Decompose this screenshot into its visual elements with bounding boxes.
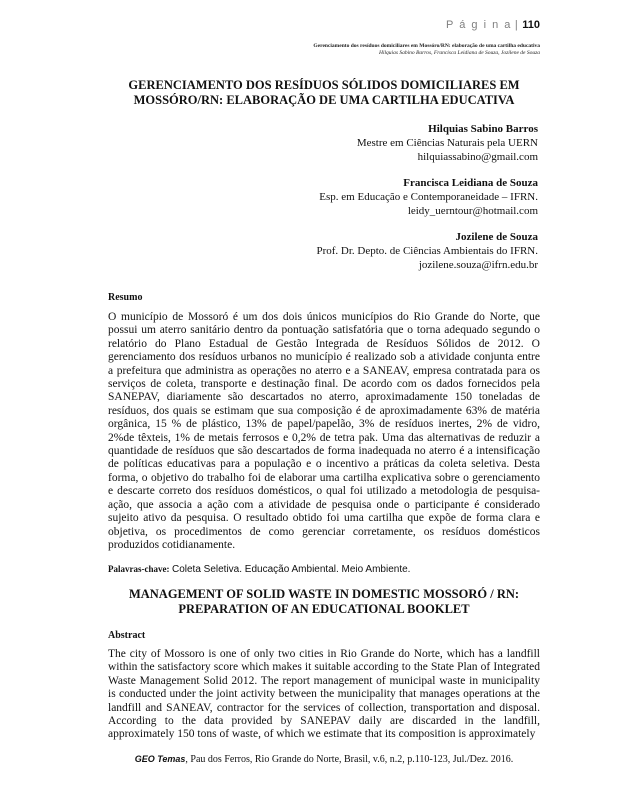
author-name: Hilquias Sabino Barros <box>428 123 538 135</box>
author-email: jozilene.souza@ifrn.edu.br <box>418 259 538 271</box>
author-email: hilquiassabino@gmail.com <box>417 151 538 163</box>
running-head <box>70 43 540 57</box>
keywords <box>108 564 410 575</box>
keywords-label: Palavras-chave: <box>108 564 170 574</box>
page-number-header <box>446 19 540 31</box>
author-affiliation: Prof. Dr. Depto. de Ciências Ambientais do IFRN. <box>316 245 538 257</box>
author-email: leidy_uerntour@hotmail.com <box>407 205 538 217</box>
author-block <box>178 176 538 218</box>
resumo-heading: Resumo <box>108 292 143 303</box>
author-block <box>178 230 538 272</box>
author-name: Jozilene de Souza <box>455 231 538 243</box>
author-block <box>178 122 538 164</box>
english-title-line-1: MANAGEMENT OF SOLID WASTE IN DOMESTIC MOSSORÓ / RN: <box>128 587 520 601</box>
page-number: 110 <box>522 19 540 31</box>
author-list <box>178 122 538 284</box>
running-head-authors: Hilquias Sabino Barros, Francisca Leidiana de Souza, Jozilene de Souza <box>379 50 540 56</box>
citation-text: , Pau dos Ferros, Rio Grande do Norte, Brasil, v.6, n.2, p.110-123, Jul./Dez. 2016. <box>185 754 514 765</box>
footer-citation <box>108 754 540 765</box>
author-affiliation: Mestre em Ciências Naturais pela UERN <box>356 137 538 149</box>
abstract-text: The city of Mossoro is one of only two cities in Rio Grande do Norte, which has a landfill within the satisfactory score which makes it suitable according to the State Plan of Integrated Waste Management Solid 2012. The report management of municipal waste in municipality is conducted under the joint activity between the municipality that manages operations at the landfill and SANEAV, contractor for the services of collection, transportation and disposal. According to the data provided by SANEPAV daily are discarded in the landfill, approximately 150 tons of waste, of which we estimate that its composition is approximately <box>108 648 540 741</box>
abstract-heading: Abstract <box>108 630 146 641</box>
journal-logo: GEO Temas <box>134 754 186 764</box>
paper-title <box>108 78 540 108</box>
page-separator: | <box>514 19 520 31</box>
author-name: Francisca Leidiana de Souza <box>403 177 538 189</box>
author-affiliation: Esp. em Educação e Contemporaneidade – IFRN. <box>319 191 538 203</box>
english-title-line-2: PREPARATION OF AN EDUCATIONAL BOOKLET <box>178 602 470 616</box>
page-label: P á g i n a <box>446 19 512 31</box>
running-head-title: Gerenciamento dos resíduos domiciliares em Mossóro/RN: elaboração de uma cartilha educativa <box>313 43 540 49</box>
paper-title-line-1: GERENCIAMENTO DOS RESÍDUOS SÓLIDOS DOMICILIARES EM <box>128 78 520 92</box>
keywords-value: Coleta Seletiva. Educação Ambiental. Meio Ambiente. <box>171 564 411 575</box>
resumo-text: O município de Mossoró é um dos dois únicos municípios do Rio Grande do Norte, que possui um aterro sanitário dentro da pontuação satisfatória que o torna adequado segundo o relatório do Plano Estadual de Gestão Integrada de Resíduos Sólidos de 2012. O gerenciamento dos resíduos urbanos no município é realizado sob a atividade conjunta entre a prefeitura que administra as operações no aterro e a SANEAV, empresa contratada para os serviços de coleta, transporte e destinação final. De acordo com os dados fornecidos pela SANEPAV, diariamente são descartados no aterro, aproximadamente 150 toneladas de resíduos, dos quais se estimam que sua composição é de aproximadamente 63% de matéria orgânica, 15 % de plástico, 13% de papel/papelão, 3% de resíduos inertes, 2% de vidro, 2%de têxteis, 1% de metais ferrosos e 0,2% de tetra pak. Uma das alternativas de reduzir a quantidade de resíduos que são descartados de forma inadequada no aterro é a intensificação de políticas educativas para a população e o incentivo a práticas da coleta seletiva. Desta forma, o objetivo do trabalho foi de elaborar uma cartilha explicativa sobre o gerenciamento e descarte correto dos resíduos domésticos, o qual foi utilizado a metodologia de pesquisa-ação, que associa a ação com a atividade de pesquisa onde o participante é considerado sujeito ativo da pesquisa. O resultado obtido foi uma cartilha que expõe de forma clara e objetiva, os procedimentos de como gerenciar corretamente, os resíduos domésticos produzidos cotidianamente. <box>108 311 540 551</box>
paper-title-line-2: MOSSÓRO/RN: ELABORAÇÃO DE UMA CARTILHA EDUCATIVA <box>133 93 515 107</box>
english-title <box>108 587 540 617</box>
